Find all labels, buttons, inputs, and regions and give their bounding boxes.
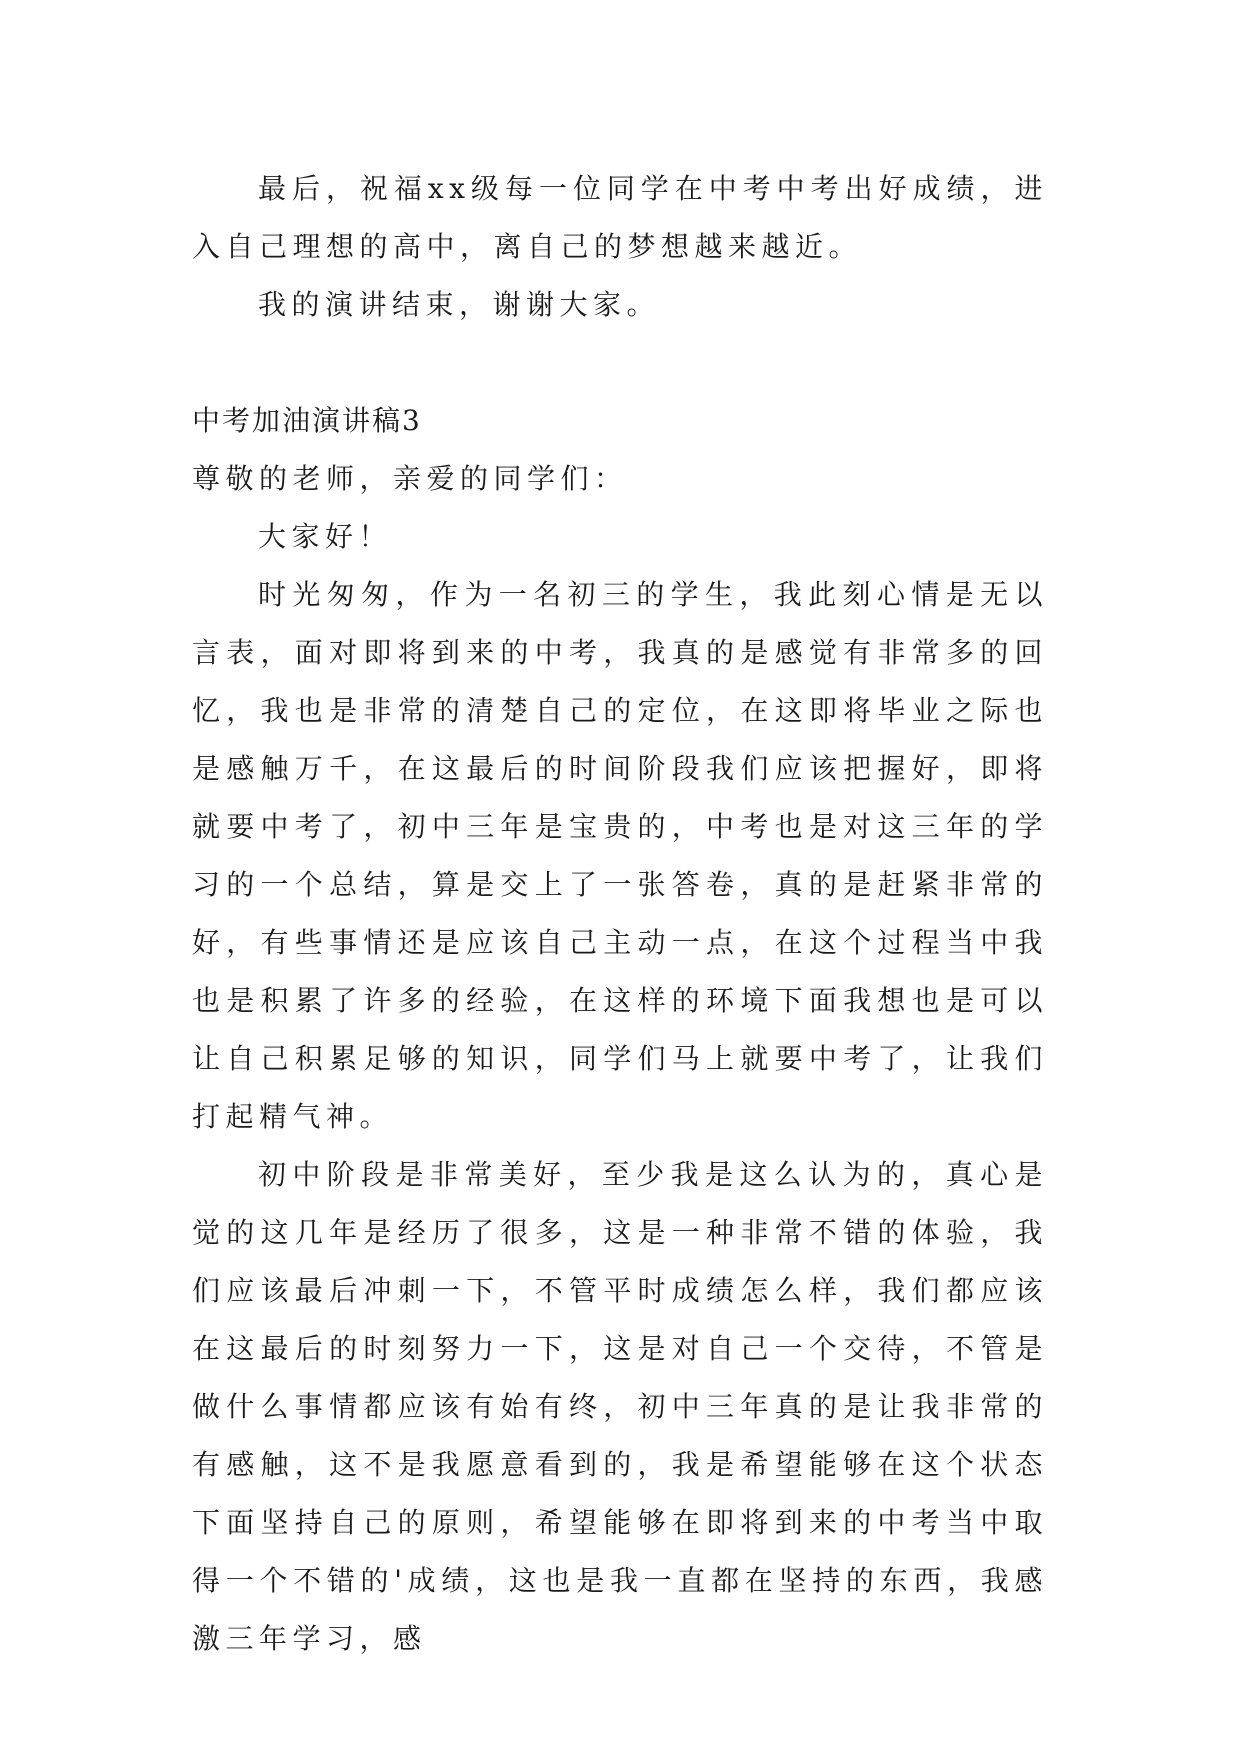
speech-end-paragraph: 我的演讲结束，谢谢大家。	[258, 288, 661, 321]
salutation: 尊敬的老师，亲爱的同学们：	[192, 462, 628, 495]
closing-wish-paragraph: 最后，祝福xx级每一位同学在中考中考出好成绩，进入自己理想的高中，离自己的梦想越来越近。	[192, 172, 1048, 263]
body-paragraph-2: 初中阶段是非常美好，至少我是这么认为的，真心是觉的这几年是经历了很多，这是一种非常不错的体验，我们应该最后冲刺一下，不管平时成绩怎么样，我们都应该在这最后的时刻努力一下，这是对自己一个交待，不管是做什么事情都应该有始有终，初中三年真的是让我非常的有感触，这不是我愿意看到的，我是希望能够在这个状态下面坚持自己的原则，希望能够在即将到来的中考当中取得一个不错的'成绩，这也是我一直都在坚持的东西，我感激三年学习，感	[192, 1158, 1048, 1655]
body-paragraph-1: 时光匆匆，作为一名初三的学生，我此刻心情是无以言表，面对即将到来的中考，我真的是感觉有非常多的回忆，我也是非常的清楚自己的定位，在这即将毕业之际也是感触万千，在这最后的时间阶段我们应该把握好，即将就要中考了，初中三年是宝贵的，中考也是对这三年的学习的一个总结，算是交上了一张答卷，真的是赶紧非常的好，有些事情还是应该自己主动一点，在这个过程当中我也是积累了许多的经验，在这样的环境下面我想也是可以让自己积累足够的知识，同学们马上就要中考了，让我们打起精气神。	[192, 578, 1048, 1133]
section-title: 中考加油演讲稿3	[192, 404, 422, 437]
greeting: 大家好！	[258, 520, 393, 553]
section-spacer	[192, 334, 1048, 392]
document-body	[192, 160, 1048, 1668]
